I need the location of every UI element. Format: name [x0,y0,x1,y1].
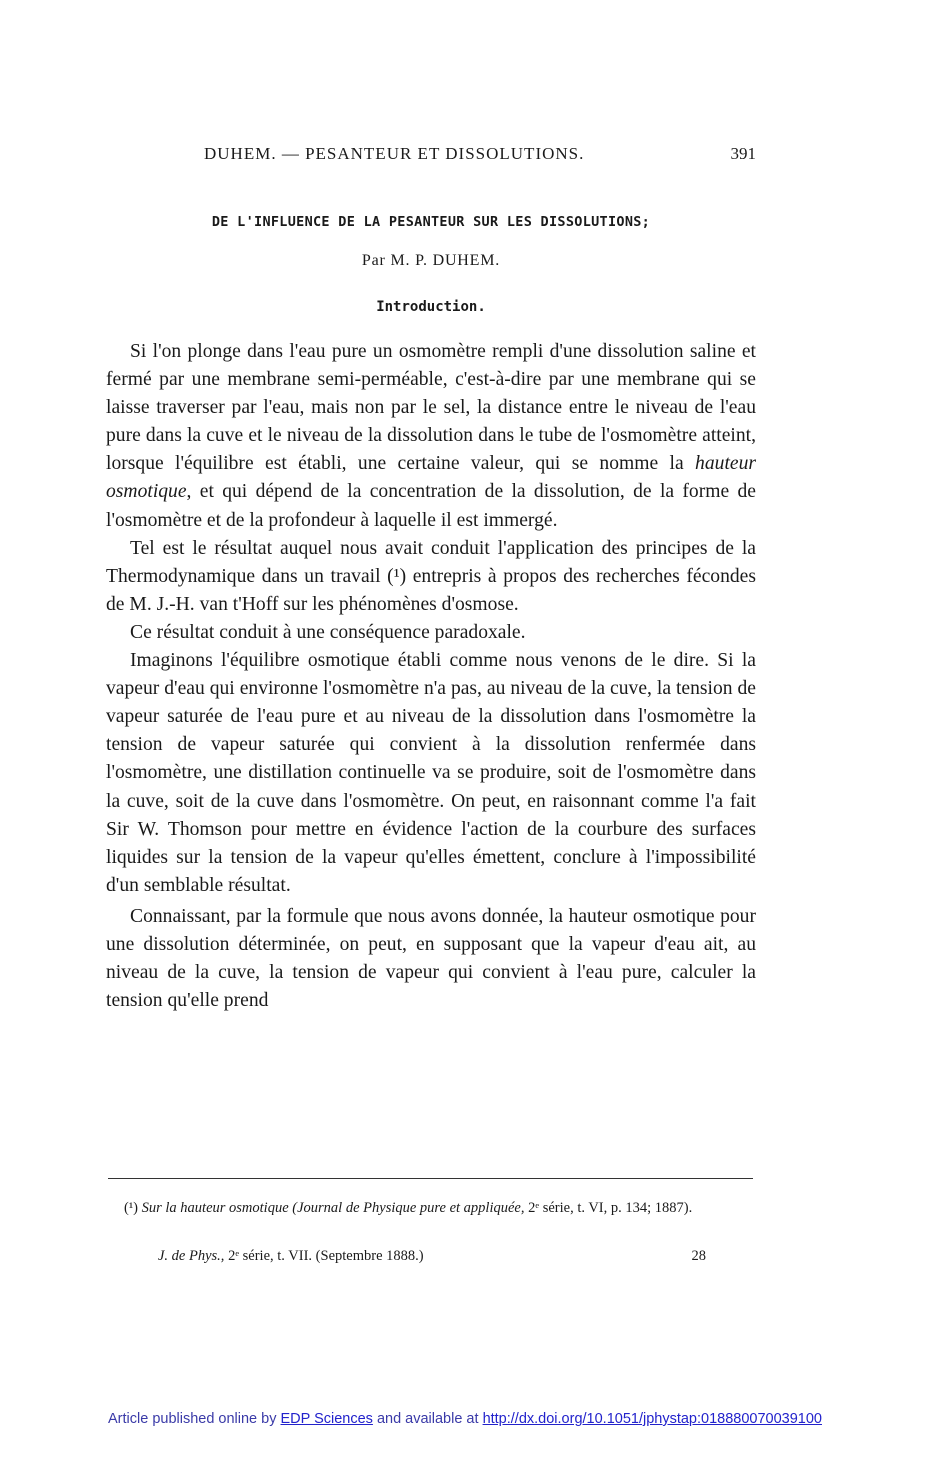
journal-volume: 2ᵉ série, t. VII. (Septembre 1888.) [224,1248,424,1264]
paragraph-4: Imaginons l'équilibre osmotique établi comme nous venons de le dire. Si la vapeur d'eau qui environne l'osmomètre n'a pas, au niveau de la cuve, la tension de vapeur saturée de l'eau pure et au niveau de la dissolution dans l'osmomètre la tension de vapeur saturée qui convient à la dissolution renfermée dans l'osmomètre, une distillation continuelle va se produire, soit de l'osmomètre dans la cuve, soit de la cuve dans l'osmomètre. On peut, en raisonnant comme l'a fait Sir W. Thomson pour mettre en évidence l'action de la courbure des surfaces liquides sur la tension de la vapeur qu'elles émettent, conclure à l'impossibilité d'un semblable résultat. [106,650,756,896]
section-title: Introduction. [376,299,486,315]
paragraph-5: Connaissant, par la formule que nous avons donnée, la hauteur osmotique pour une dissolution déterminée, on peut, en supposant que la vapeur d'eau ait, au niveau de la cuve, la tension de vapeur qui convient à l'eau pure, calculer la tension qu'elle prend [106,905,756,1012]
sheet-number: 28 [691,1248,706,1264]
article-title: DE L'INFLUENCE DE LA PESANTEUR SUR LES DISSOLUTIONS; [211,214,651,230]
journal-name: J. de Phys., [158,1248,225,1264]
paragraph-1-start: Si l'on plonge dans l'eau pure un osmomètre rempli d'une dissolution saline et fermé par une membrane semi-perméable, c'est-à-dire par une membrane qui se laisse traverser par l'eau, mais non par le sel, la distance entre le niveau de l'eau pure dans la cuve et le niveau de la dissolution dans le tube de l'osmomètre atteint, lorsque l'équilibre est établi, une certaine valeur, qui se nomme la [106,341,756,475]
page-number: 391 [730,144,756,163]
journal-citation [158,1248,424,1265]
footnote [106,1198,756,1219]
author-line: Par M. P. DUHEM. [361,252,501,269]
footnote-citation: 2ᵉ série, t. VI, p. 134; 1887). [524,1200,693,1216]
banner-middle: and available at [372,1411,483,1427]
doi-link[interactable]: http://dx.doi.org/10.1051/jphystap:018880070039100 [482,1411,822,1427]
running-head-title: DUHEM. — PESANTEUR ET DISSOLUTIONS. [204,144,585,163]
paragraph-3: Ce résultat conduit à une conséquence paradoxale. [130,621,526,643]
running-head [106,144,756,168]
banner-prefix: Article published online by [108,1411,281,1427]
paragraph-1 [106,338,756,535]
footnote-title: Sur la hauteur osmotique (Journal de Physique pure et appliquée, [141,1200,525,1216]
footnote-marker: (¹) [124,1200,142,1216]
body-text [106,338,756,1015]
term-hauteur-osmotique: hauteur osmotique [106,453,756,503]
journal-signature-line [106,1248,756,1268]
footnote-rule [108,1178,753,1179]
paragraph-2: Tel est le résultat auquel nous avait conduit l'application des principes de la Thermodynamique dans un travail (¹) entrepris à propos des recherches fécondes de M. J.-H. van t'Hoff sur les phénomènes d'osmose. [106,537,756,615]
publisher-link[interactable]: EDP Sciences [280,1411,373,1427]
paragraph-1-end: , et qui dépend de la concentration de la dissolution, de la forme de l'osmomètre et de la profondeur à laquelle il est immergé. [106,481,756,531]
publisher-banner [0,1411,930,1427]
